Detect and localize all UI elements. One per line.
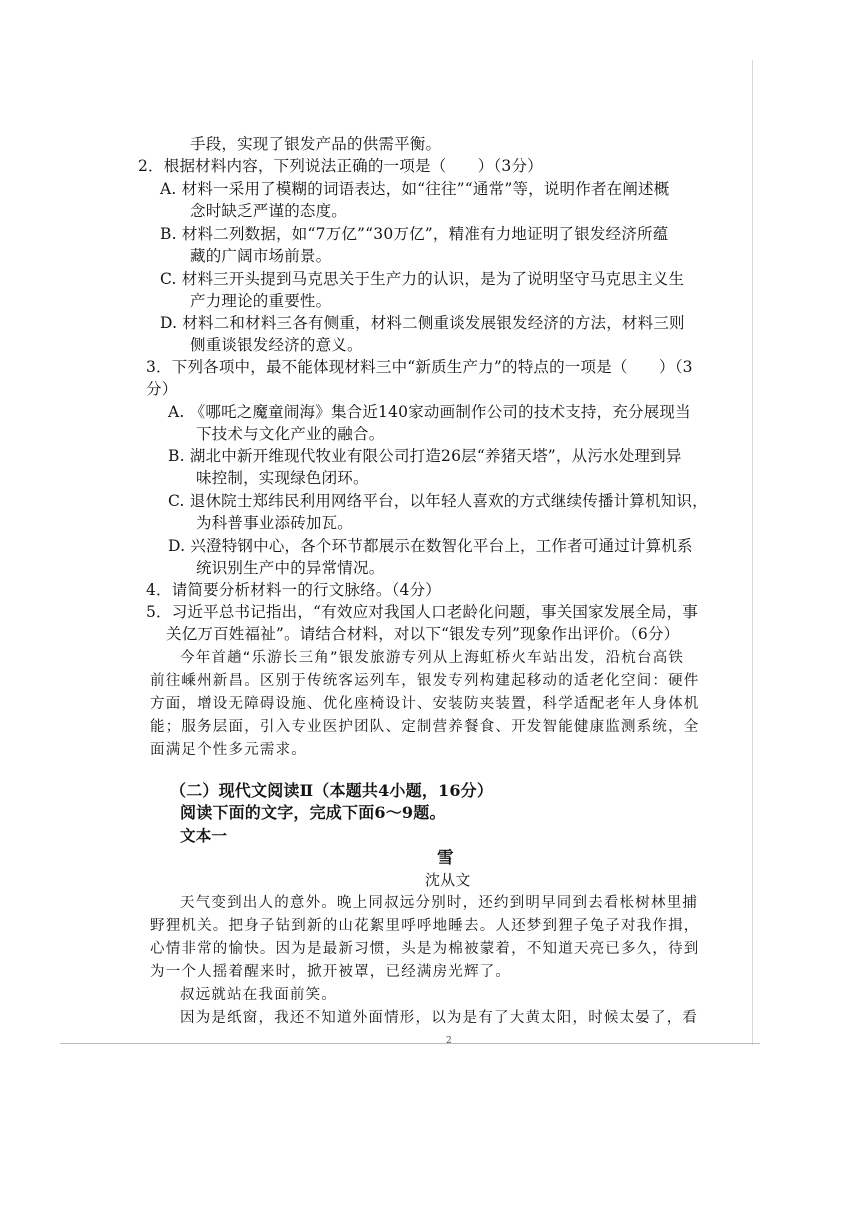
q2-option-b-line1: B. 材料二列数据，如“7万亿”“30万亿”，精准有力地证明了银发经济所蕴 [160,225,669,243]
q5-passage-line1: 今年首趟“乐游长三角”银发旅游专列从上海虹桥火车站出发，沿杭台高铁 [180,650,685,666]
q5-passage-line2: 前往嵊州新昌。区别于传统客运列车，银发专列构建起移动的适老化空间：硬件 [150,673,700,689]
q2-option-a-line2: 念时缺乏严谨的态度。 [190,202,348,220]
q4-stem: 4．请简要分析材料一的行文脉络。（4分） [146,581,441,599]
q3-option-a-line1: A. 《哪吒之魔童闹海》集合近140家动画制作公司的技术支持，充分展现当 [168,403,691,421]
q1-tail-line: 手段，实现了银发产品的供需平衡。 [190,135,442,153]
q2-option-a-line1: A. 材料一采用了模糊的词语表达，如“往往”“通常”等，说明作者在阐述概 [160,180,670,198]
page-number: 2 [446,1036,452,1046]
section2-heading: （二）现代文阅读Ⅱ（本题共4小题，16分） [170,781,494,800]
q3-option-d-line1: D. 兴澄特钢中心，各个环节都展示在数智化平台上，工作者可通过计算机系 [168,537,693,555]
q2-option-b-line2: 藏的广阔市场前景。 [190,247,332,265]
scan-edge-bottom [60,1043,760,1044]
section2-instruction: 阅读下面的文字，完成下面6～9题。 [180,803,446,822]
q3-option-a-line2: 下技术与文化产业的融合。 [196,425,385,443]
q2-option-c-line2: 产力理论的重要性。 [190,292,332,310]
article-para-line4: 为一个人摇着醒来时，掀开被罩，已经满房光辉了。 [150,964,512,980]
q5-stem-line2: 关亿万百姓福祉”。请结合材料，对以下“银发专列”现象作出评价。（6分） [166,625,680,643]
article-para-line6: 因为是纸窗，我还不知道外面情形，以为是有了大黄太阳，时候太晏了，看 [180,1010,699,1026]
q5-stem-line1: 5．习近平总书记指出，“有效应对我国人口老龄化问题，事关国家发展全局，事 [146,603,698,621]
q5-passage-line3: 方面，增设无障碍设施、优化座椅设计、安装防夹装置，科学适配老年人身体机 [150,696,700,712]
article-para-line1: 天气变到出人的意外。晚上同叔远分别时，还约到明早同到去看枨树林里捕 [180,895,699,911]
q3-option-b-line1: B. 湖北中新开维现代牧业有限公司打造26层“养猪天塔”，从污水处理到异 [168,447,682,465]
q3-option-c-line2: 为科普事业添砖加瓦。 [196,514,354,532]
q3-option-d-line2: 统识别生产中的异常情况。 [196,559,385,577]
q5-passage-line4: 能；服务层面，引入专业医护团队、定制营养餐食、开发智能健康监测系统，全 [150,719,700,735]
q3-option-c-line1: C. 退休院士郑纬民利用网络平台，以年轻人喜欢的方式继续传播计算机知识， [168,492,708,510]
article-para-line3: 心情非常的愉快。因为是最新习惯，头是为棉被蒙着，不知道天亮已多久，待到 [150,941,700,957]
q2-option-d-line2: 侧重谈银发经济的意义。 [190,336,363,354]
q2-stem: 2．根据材料内容，下列说法正确的一项是（ ）（3分） [138,157,543,175]
q2-option-c-line1: C. 材料三开头提到马克思关于生产力的认识，是为了说明坚守马克思主义生 [160,270,685,288]
q2-option-d-line1: D. 材料二和材料三各有侧重，材料二侧重谈发展银发经济的方法，材料三则 [160,314,685,332]
q3-stem-line2: 分） [146,380,178,398]
section2-text-label: 文本一 [180,826,228,845]
article-author: 沈从文 [425,871,471,889]
q5-passage-line5: 面满足个性多元需求。 [150,742,307,758]
article-title: 雪 [437,848,454,867]
q3-stem-line1: 3．下列各项中，最不能体现材料三中“新质生产力”的特点的一项是（ ）（3 [146,358,693,376]
article-para-line5: 叔远就站在我面前笑。 [180,987,337,1003]
scan-edge-right [752,60,753,1045]
q3-option-b-line2: 味控制，实现绿色闭环。 [196,469,369,487]
article-para-line2: 野狸机关。把身子钻到新的山花絮里呼呼地睡去。人还梦到狸子兔子对我作揖， [150,918,700,934]
